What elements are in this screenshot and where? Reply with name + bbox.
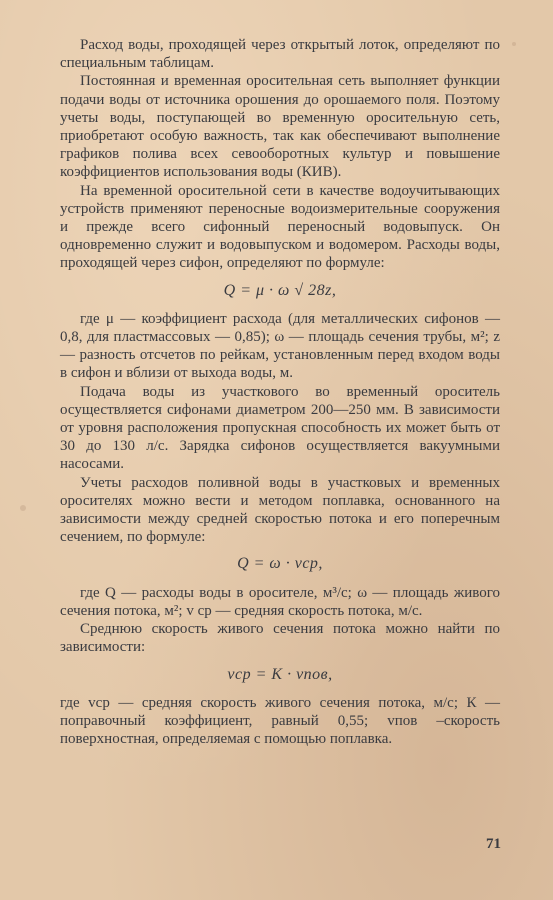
paper-stain — [512, 42, 516, 46]
paragraph: Расход воды, проходящей через открытый лоток, определяют по специальным таблицам. — [60, 37, 500, 72]
body-text — [60, 36, 500, 748]
paragraph: где μ — коэффициент расхода (для металлических сифонов — 0,8, для пластмассовых — 0,85); ω — площадь сечения трубы, м²; z — разность отсчетов по рейкам, установленным перед входом воды в сифон и вблизи от выхода воды, м. — [60, 310, 500, 382]
formula-siphon: Q = μ · ω √ 28z, — [223, 281, 337, 299]
formula-velocity: vср = K · vпов, — [227, 665, 333, 683]
paragraph: Учеты расходов поливной воды в участковых и временных оросителях можно вести и методом поплавка, основанного на зависимости между средней скоростью потока и его поперечным сечением, по формуле: — [60, 474, 500, 546]
page-number: 71 — [486, 836, 501, 852]
formula-flow: Q = ω · vср, — [237, 555, 323, 573]
paragraph: Постоянная и временная оросительная сеть выполняет функции подачи воды от источника орошения до орошаемого поля. Поэтому учеты воды, поступающей во временную оросительную сеть, приобретают особую важность, так как обеспечивают выполнение графиков полива всех севооборотных культур и повышение коэффициентов использования воды (КИВ). — [60, 73, 500, 181]
paragraph: На временной оросительной сети в качестве водоучитывающих устройств применяют переносные водоизмерительные сооружения и прежде всего сифонный переносный водовыпуск. Он одновременно служит и водовыпуском и водомером. Расходы воды, проходящей через сифон, определяют по формуле: — [60, 182, 500, 272]
paragraph: Подача воды из участкового во временный ороситель осуществляется сифонами диаметром 200—250 мм. В зависимости от уровня расположения пропускная способность их может быть от 30 до 130 л/с. Зарядка сифонов осуществляется вакуумными насосами. — [60, 383, 500, 473]
paragraph: где vср — средняя скорость живого сечения потока, м/с; К — поправочный коэффициент, равный 0,55; vпов –скорость поверхностная, определяемая с помощью поплавка. — [60, 694, 500, 748]
paragraph: Среднюю скорость живого сечения потока можно найти по зависимости: — [60, 621, 500, 656]
paper-stain — [20, 505, 26, 511]
paragraph: где Q — расходы воды в оросителе, м³/с; ω — площадь живого сечения потока, м²; v ср — средняя скорость потока, м/с. — [60, 584, 500, 619]
